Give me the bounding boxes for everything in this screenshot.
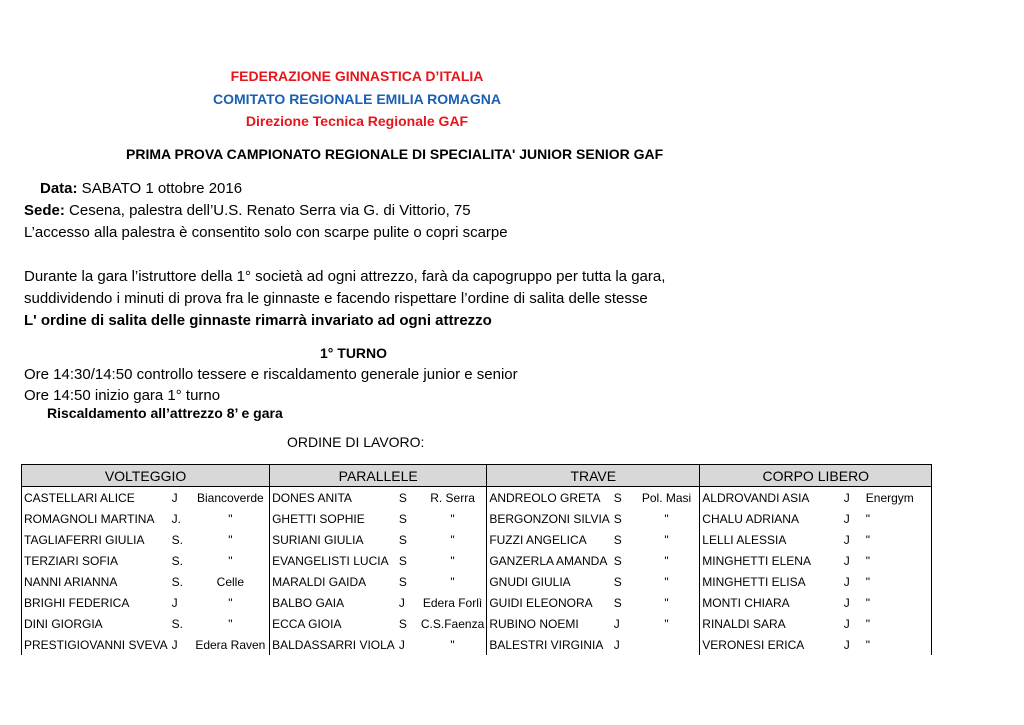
date-value: SABATO 1 ottobre 2016	[77, 180, 243, 197]
category-cell: J.	[171, 511, 181, 526]
athlete-name-cell: MINGHETTI ELISA	[700, 571, 842, 592]
club-cell: "	[864, 571, 932, 592]
category-cell: S	[613, 511, 622, 526]
category-cell: J	[613, 616, 620, 631]
club-cell: "	[450, 553, 455, 568]
header-volteggio: VOLTEGGIO	[22, 465, 270, 487]
club-cell: "	[450, 532, 455, 547]
club-cell: "	[864, 529, 932, 550]
club-cell: R. Serra	[430, 490, 475, 505]
category-cell: J	[843, 616, 850, 631]
club-cell	[634, 634, 700, 655]
athlete-name-cell: BERGONZONI SILVIA	[487, 508, 612, 529]
header-direction: Direzione Tecnica Regionale GAF	[245, 113, 469, 129]
athlete-name-cell: RUBINO NOEMI	[487, 613, 612, 634]
athlete-name-cell: TERZIARI SOFIA	[22, 550, 170, 571]
athlete-name-cell: SURIANI GIULIA	[270, 529, 397, 550]
category-cell: J	[843, 553, 850, 568]
athlete-name-cell: ANDREOLO GRETA	[487, 487, 612, 509]
header-federation: FEDERAZIONE GINNASTICA D’ITALIA	[230, 68, 484, 84]
venue-line	[24, 202, 471, 219]
document-title: PRIMA PROVA CAMPIONATO REGIONALE DI SPECIALITA' JUNIOR SENIOR GAF	[126, 146, 664, 162]
category-cell: J	[398, 595, 405, 610]
athlete-name-cell: DINI GIORGIA	[22, 613, 170, 634]
venue-label: Sede:	[24, 202, 65, 219]
category-cell: S	[613, 553, 622, 568]
table-row	[22, 571, 932, 592]
category-cell: S.	[171, 532, 183, 547]
athlete-name-cell: LELLI ALESSIA	[700, 529, 842, 550]
club-cell: "	[864, 508, 932, 529]
athlete-name-cell: CASTELLARI ALICE	[22, 487, 170, 509]
athlete-name-cell: RINALDI SARA	[700, 613, 842, 634]
club-cell: "	[664, 595, 669, 610]
warmup-note: Riscaldamento all’attrezzo 8’ e gara	[47, 405, 283, 421]
athlete-name-cell: EVANGELISTI LUCIA	[270, 550, 397, 571]
athlete-name-cell: MINGHETTI ELENA	[700, 550, 842, 571]
category-cell: J	[613, 637, 620, 652]
category-cell: J	[843, 574, 850, 589]
table-row	[22, 634, 932, 655]
date-line	[40, 180, 242, 197]
club-cell: "	[228, 553, 233, 568]
category-cell: J	[398, 637, 405, 652]
club-cell: Edera Forlì	[422, 595, 483, 610]
athlete-name-cell: GHETTI SOPHIE	[270, 508, 397, 529]
club-cell: Edera Raven	[195, 637, 266, 652]
club-cell: "	[664, 616, 669, 631]
athlete-name-cell: TAGLIAFERRI GIULIA	[22, 529, 170, 550]
athlete-name-cell: MARALDI GAIDA	[270, 571, 397, 592]
access-note: L’accesso alla palestra è consentito solo con scarpe pulite o copri scarpe	[24, 224, 508, 241]
table-row	[22, 613, 932, 634]
club-cell: "	[228, 595, 233, 610]
club-cell: "	[864, 634, 932, 655]
club-cell: "	[228, 511, 233, 526]
category-cell: S	[613, 574, 622, 589]
club-cell: "	[664, 532, 669, 547]
category-cell: S.	[171, 616, 183, 631]
category-cell: S	[398, 616, 407, 631]
club-cell: Biancoverde	[196, 490, 264, 505]
club-cell: Pol. Masi	[641, 490, 692, 505]
category-cell: S	[398, 490, 407, 505]
club-cell: "	[664, 574, 669, 589]
table-row	[22, 592, 932, 613]
athlete-name-cell: BALESTRI VIRGINIA	[487, 634, 612, 655]
category-cell: J	[843, 637, 850, 652]
instruction-line-1: Durante la gara l’istruttore della 1° società ad ogni attrezzo, farà da capogruppo per tutta la gara,	[24, 268, 666, 285]
category-cell: J	[171, 490, 178, 505]
athlete-name-cell: ALDROVANDI ASIA	[700, 487, 842, 509]
category-cell: S	[398, 553, 407, 568]
athlete-name-cell: PRESTIGIOVANNI SVEVA	[22, 634, 170, 655]
club-cell: "	[664, 553, 669, 568]
category-cell: S	[398, 511, 407, 526]
athlete-name-cell: VERONESI ERICA	[700, 634, 842, 655]
instruction-order-note: L' ordine di salita delle ginnaste rimarrà invariato ad ogni attrezzo	[24, 312, 492, 329]
athlete-name-cell: GNUDI GIULIA	[487, 571, 612, 592]
table-row	[22, 487, 932, 509]
work-order-table	[21, 464, 932, 655]
athlete-name-cell: BRIGHI FEDERICA	[22, 592, 170, 613]
category-cell: S	[613, 532, 622, 547]
date-label: Data:	[40, 180, 78, 197]
header-trave: TRAVE	[487, 465, 700, 487]
category-cell: S	[398, 574, 407, 589]
club-cell: "	[864, 592, 932, 613]
club-cell: "	[864, 613, 932, 634]
category-cell: J	[843, 532, 850, 547]
club-cell: "	[450, 637, 455, 652]
club-cell: Energym	[864, 487, 932, 509]
club-cell: "	[228, 532, 233, 547]
athlete-name-cell: BALBO GAIA	[270, 592, 397, 613]
venue-value: Cesena, palestra dell’U.S. Renato Serra via G. di Vittorio, 75	[64, 202, 471, 219]
turn-title: 1° TURNO	[320, 345, 388, 361]
athlete-name-cell: BALDASSARRI VIOLA	[270, 634, 397, 655]
header-corpo-libero: CORPO LIBERO	[700, 465, 932, 487]
club-cell: "	[228, 616, 233, 631]
turn-schedule-2: Ore 14:50 inizio gara 1° turno	[24, 387, 221, 404]
work-order-label: ORDINE DI LAVORO:	[287, 434, 425, 450]
athlete-name-cell: ECCA GIOIA	[270, 613, 397, 634]
instruction-line-2: suddividendo i minuti di prova fra le ginnaste e facendo rispettare l’ordine di salita delle stesse	[24, 290, 648, 307]
athlete-name-cell: DONES ANITA	[270, 487, 397, 509]
category-cell: S	[613, 595, 622, 610]
header-parallele: PARALLELE	[270, 465, 487, 487]
athlete-name-cell: GUIDI ELEONORA	[487, 592, 612, 613]
category-cell: J	[843, 511, 850, 526]
club-cell: C.S.Faenza	[420, 616, 485, 631]
club-cell: "	[864, 550, 932, 571]
category-cell: S	[613, 490, 622, 505]
category-cell: S	[398, 532, 407, 547]
category-cell: S.	[171, 574, 183, 589]
athlete-name-cell: FUZZI ANGELICA	[487, 529, 612, 550]
category-cell: J	[171, 595, 178, 610]
athlete-name-cell: ROMAGNOLI MARTINA	[22, 508, 170, 529]
table-row	[22, 529, 932, 550]
club-cell: "	[450, 511, 455, 526]
category-cell: J	[171, 637, 178, 652]
club-cell: Celle	[216, 574, 245, 589]
header-committee: COMITATO REGIONALE EMILIA ROMAGNA	[212, 91, 502, 107]
club-cell: "	[664, 511, 669, 526]
turn-schedule-1: Ore 14:30/14:50 controllo tessere e riscaldamento generale junior e senior	[24, 366, 518, 383]
category-cell: S.	[171, 553, 183, 568]
table-row	[22, 550, 932, 571]
club-cell: "	[450, 574, 455, 589]
category-cell: J	[843, 595, 850, 610]
category-cell: J	[843, 490, 850, 505]
athlete-name-cell: CHALU ADRIANA	[700, 508, 842, 529]
table-header-row	[22, 465, 932, 487]
athlete-name-cell: NANNI ARIANNA	[22, 571, 170, 592]
athlete-name-cell: GANZERLA AMANDA	[487, 550, 612, 571]
athlete-name-cell: MONTI CHIARA	[700, 592, 842, 613]
table-row	[22, 508, 932, 529]
